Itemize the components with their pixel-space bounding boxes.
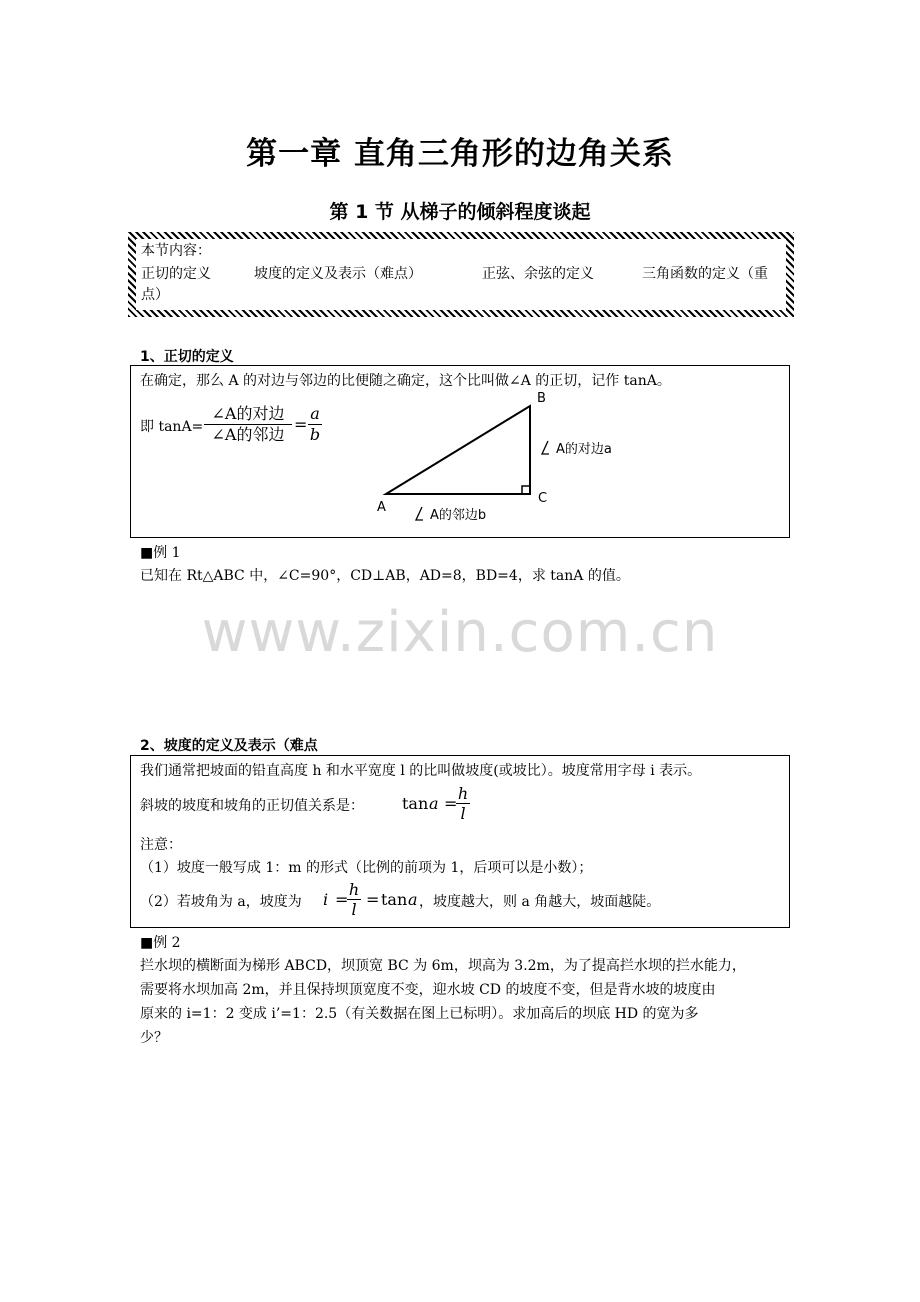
contents-box — [136, 239, 786, 310]
note-2-suffix: ，坡度越大，则 a 角越大，坡面越陡。 — [419, 894, 661, 910]
fraction-b: b — [309, 425, 321, 444]
note-2-fraction — [347, 880, 361, 919]
contents-item-sine-cosine: 正弦、余弦的定义 — [482, 266, 594, 282]
adjacent-side-label: A的邻边b — [430, 508, 487, 523]
tan-angle-a: a — [429, 794, 439, 813]
part2-heading: 2、坡度的定义及表示（难点 — [140, 738, 318, 754]
fraction-l: l — [347, 899, 361, 919]
section-title: 第 1 节 从梯子的倾斜程度谈起 — [329, 201, 591, 223]
example1-text: 已知在 Rt△ABC 中，∠C=90°，CD⊥AB，AD=8，BD=4，求 tanA 的值。 — [140, 568, 630, 584]
slope-definition-text: 我们通常把坡面的铅直高度 h 和水平宽度 l 的比叫做坡度(或坡比）。坡度常用字母 i 表示。 — [140, 763, 702, 779]
tangent-definition-text: 在确定，那么 A 的对边与邻边的比便随之确定，这个比叫做∠A 的正切，记作 tanA。 — [140, 373, 671, 389]
example2-line-1: 拦水坝的横断面为梯形 ABCD，坝顶宽 BC 为 6m，坝高为 3.2m，为了提高拦水坝的拦水能力， — [140, 958, 746, 974]
part1-heading: 1、正切的定义 — [140, 349, 234, 365]
right-angle-mark — [522, 486, 530, 494]
fraction-l: l — [456, 803, 470, 823]
slope-relation-prefix: 斜坡的坡度和坡角的正切值关系是： — [140, 798, 364, 814]
contents-item-overflow: 点） — [141, 287, 169, 303]
triangle-shape — [386, 406, 530, 494]
fraction-numerator: ∠A的对边 — [211, 404, 285, 423]
fraction-a: a — [310, 404, 320, 423]
contents-item-trig: 三角函数的定义（重 — [642, 266, 768, 282]
contents-item-tangent: 正切的定义 — [141, 266, 211, 282]
note-2-equals-2: = — [366, 890, 380, 909]
fraction-h: h — [348, 880, 360, 899]
chapter-title: 第一章 直角三角形的边角关系 — [246, 136, 674, 172]
contents-heading: 本节内容： — [141, 243, 211, 259]
vertex-c-label: C — [538, 491, 548, 506]
tangent-formula-prefix: 即 tanA= — [140, 419, 204, 435]
note-2-i: i — [323, 890, 329, 909]
tangent-definition-box — [130, 365, 790, 538]
tangent-equals: = — [294, 415, 308, 434]
vertex-a-label: A — [377, 500, 386, 515]
relation-equals: = — [444, 794, 458, 813]
opposite-side-label: A的对边a — [556, 442, 612, 457]
slope-definition-box — [130, 755, 790, 928]
h-over-l-fraction — [456, 784, 470, 823]
note-1: （1）坡度一般写成 1：m 的形式（比例的前项为 1，后项可以是小数）； — [140, 860, 593, 876]
fraction-h: h — [457, 784, 469, 803]
fraction-denominator: ∠A的邻边 — [204, 424, 292, 445]
vertex-b-label: B — [537, 391, 546, 406]
example2-line-3: 原来的 i=1：2 变成 i’=1：2.5（有关数据在图上已标明）。求加高后的坝底 HD 的宽为多 — [140, 1006, 699, 1022]
note-heading: 注意： — [140, 837, 182, 853]
angle-icon — [416, 507, 423, 520]
note-2-tan: tan — [381, 890, 408, 909]
example1-heading: ■例 1 — [140, 545, 181, 561]
example2-line-4: 少？ — [140, 1030, 168, 1046]
tan-text: tan — [402, 794, 429, 813]
note-2-equals-1: = — [335, 890, 349, 909]
example2-heading: ■例 2 — [140, 935, 181, 951]
note-2-angle-a: a — [408, 890, 418, 909]
note-2-prefix: （2）若坡角为 a，坡度为 — [140, 894, 302, 910]
example2-line-2: 需要将水坝加高 2m，并且保持坝顶宽度不变，迎水坡 CD 的坡度不变，但是背水坡的坡度由 — [140, 982, 716, 998]
watermark: www.zixin.com.cn — [201, 600, 719, 665]
angle-icon — [542, 441, 549, 454]
contents-item-slope: 坡度的定义及表示（难点） — [254, 266, 422, 282]
